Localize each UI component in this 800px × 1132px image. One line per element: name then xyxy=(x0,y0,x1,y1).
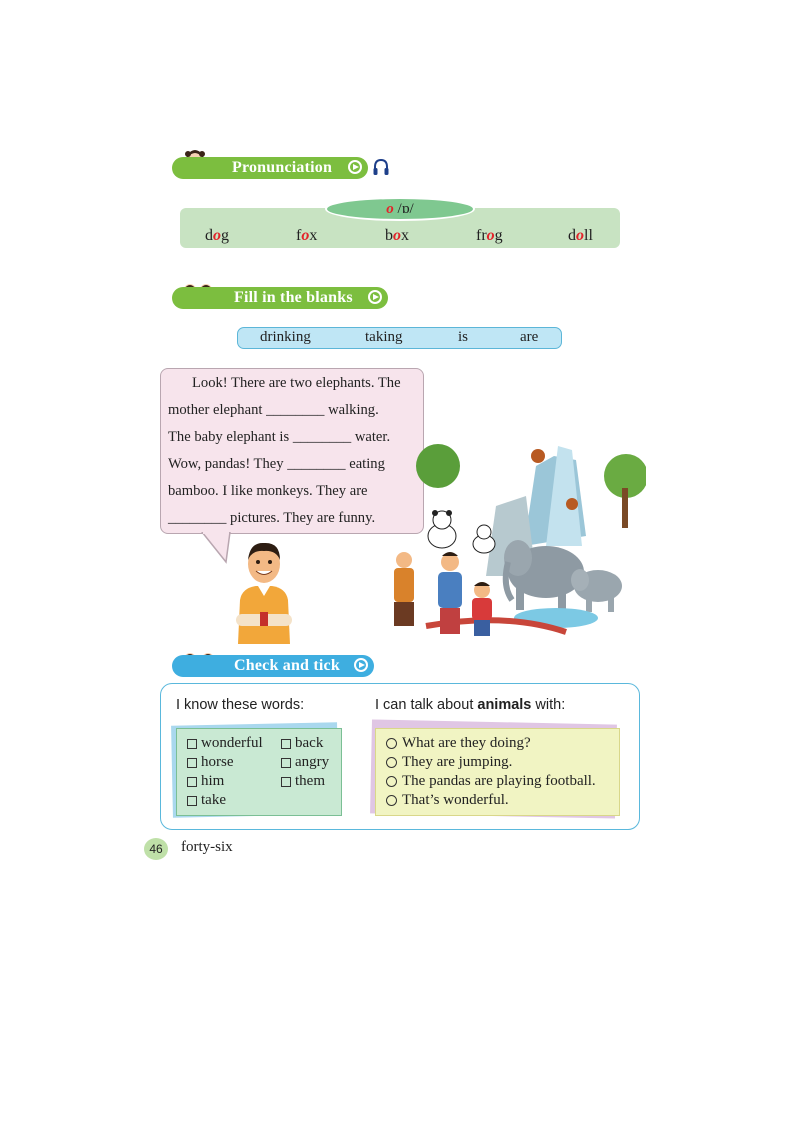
phoneme-pill xyxy=(325,197,475,221)
page-number-text: forty-six xyxy=(181,839,233,855)
phrase-radio[interactable]: What are they doing? xyxy=(386,735,531,752)
checkbox[interactable] xyxy=(187,758,197,768)
check-tick-header xyxy=(172,655,374,677)
story-line: bamboo. I like monkeys. They are xyxy=(168,483,368,499)
word-checkbox-him[interactable]: him xyxy=(187,773,224,790)
arrow-right-icon xyxy=(368,290,382,304)
checkbox[interactable] xyxy=(281,739,291,749)
word-bank-item: taking xyxy=(365,329,403,345)
pron-word-dog: dog xyxy=(205,227,229,244)
checkbox[interactable] xyxy=(187,739,197,749)
talk-heading: I can talk about animals with: xyxy=(375,697,566,713)
phrase-radio[interactable]: That’s wonderful. xyxy=(386,792,509,809)
radio-button[interactable] xyxy=(386,776,397,787)
phoneme-symbol: /ɒ/ xyxy=(393,201,414,217)
checkbox[interactable] xyxy=(187,796,197,806)
arrow-right-icon xyxy=(354,658,368,672)
phoneme-vowel: o xyxy=(386,201,394,217)
pronunciation-header xyxy=(172,157,368,179)
zoo-illustration xyxy=(386,436,646,642)
pron-word-frog: frog xyxy=(476,227,503,244)
radio-button[interactable] xyxy=(386,795,397,806)
word-checkbox-back[interactable]: back xyxy=(281,735,323,752)
radio-button[interactable] xyxy=(386,738,397,749)
arrow-right-icon xyxy=(348,160,362,174)
radio-button[interactable] xyxy=(386,757,397,768)
check-tick-title: Check and tick xyxy=(234,657,340,674)
pron-word-box: box xyxy=(385,227,409,244)
boy-illustration xyxy=(228,540,300,644)
word-checkbox-them[interactable]: them xyxy=(281,773,325,790)
checkbox[interactable] xyxy=(187,777,197,787)
word-bank-item: drinking xyxy=(260,329,311,345)
pron-word-fox: fox xyxy=(296,227,318,244)
words-heading: I know these words: xyxy=(176,697,305,713)
pronunciation-title: Pronunciation xyxy=(232,159,333,176)
story-line: The baby elephant is ________ water. xyxy=(168,429,391,445)
checkbox[interactable] xyxy=(281,758,291,768)
page-number: 46 xyxy=(144,838,168,860)
word-bank-item: are xyxy=(520,329,539,345)
word-bank-item: is xyxy=(458,329,469,345)
story-line: mother elephant ________ walking. xyxy=(168,402,379,418)
headphones-icon[interactable] xyxy=(372,158,390,176)
phrase-radio[interactable]: The pandas are playing football. xyxy=(386,773,596,790)
word-checkbox-angry[interactable]: angry xyxy=(281,754,329,771)
phrase-radio[interactable]: They are jumping. xyxy=(386,754,512,771)
story-line: ________ pictures. They are funny. xyxy=(168,510,376,526)
pron-word-doll: doll xyxy=(568,227,593,244)
word-checkbox-horse[interactable]: horse xyxy=(187,754,234,771)
word-checkbox-take[interactable]: take xyxy=(187,792,226,809)
story-line: Look! There are two elephants. The xyxy=(192,375,401,391)
word-checkbox-wonderful[interactable]: wonderful xyxy=(187,735,263,752)
fill-blanks-title: Fill in the blanks xyxy=(234,289,353,306)
fill-blanks-header xyxy=(172,287,388,309)
checkbox[interactable] xyxy=(281,777,291,787)
story-line: Wow, pandas! They ________ eating xyxy=(168,456,385,472)
